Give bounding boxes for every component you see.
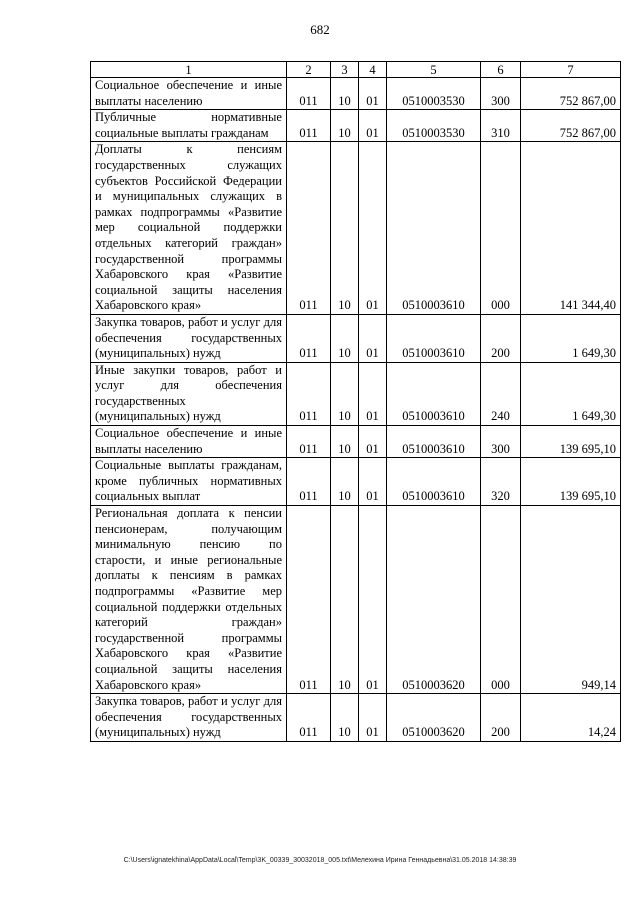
row-amount: 1 649,30 xyxy=(521,362,621,425)
table-row xyxy=(91,694,621,742)
row-expense-type: 310 xyxy=(481,110,521,142)
header-col-6: 6 xyxy=(481,62,521,78)
row-amount: 949,14 xyxy=(521,506,621,694)
row-subsection: 01 xyxy=(359,314,387,362)
row-subsection: 01 xyxy=(359,110,387,142)
row-target-code: 0510003530 xyxy=(387,78,481,110)
row-name: Социальное обеспечение и иные выплаты населению xyxy=(91,78,287,110)
row-subsection: 01 xyxy=(359,458,387,506)
row-amount: 752 867,00 xyxy=(521,110,621,142)
header-col-5: 5 xyxy=(387,62,481,78)
row-expense-type: 200 xyxy=(481,694,521,742)
row-subsection: 01 xyxy=(359,142,387,315)
row-expense-type: 300 xyxy=(481,78,521,110)
header-col-2: 2 xyxy=(287,62,331,78)
table-row xyxy=(91,506,621,694)
row-target-code: 0510003620 xyxy=(387,506,481,694)
row-admin-code: 011 xyxy=(287,506,331,694)
row-subsection: 01 xyxy=(359,362,387,425)
row-admin-code: 011 xyxy=(287,142,331,315)
row-expense-type: 320 xyxy=(481,458,521,506)
table-header-row xyxy=(91,62,621,78)
row-section: 10 xyxy=(331,362,359,425)
row-expense-type: 240 xyxy=(481,362,521,425)
page-number: 682 xyxy=(310,22,330,37)
header-col-4: 4 xyxy=(359,62,387,78)
table-row xyxy=(91,458,621,506)
row-admin-code: 011 xyxy=(287,362,331,425)
row-section: 10 xyxy=(331,142,359,315)
row-subsection: 01 xyxy=(359,506,387,694)
row-name: Социальное обеспечение и иные выплаты населению xyxy=(91,426,287,458)
row-amount: 14,24 xyxy=(521,694,621,742)
table-row xyxy=(91,314,621,362)
row-expense-type: 000 xyxy=(481,506,521,694)
row-name: Региональная доплата к пенсии пенсионерам, получающим минимальную пенсию по старости, и иные региональные доплаты к пенсиям в рамках подпрограммы «Развитие мер социальной поддержки отдельных категорий граждан» государственной программы Хабаровского края «Развитие социальной защиты населения Хабаровского края» xyxy=(91,506,287,694)
row-section: 10 xyxy=(331,110,359,142)
row-section: 10 xyxy=(331,314,359,362)
row-admin-code: 011 xyxy=(287,78,331,110)
row-admin-code: 011 xyxy=(287,314,331,362)
table-row xyxy=(91,78,621,110)
row-name: Доплаты к пенсиям государственных служащих субъектов Российской Федерации и муниципальных служащих в рамках подпрограммы «Развитие мер социальной поддержки отдельных категорий граждан» государственной программы Хабаровского края «Развитие социальной защиты населения Хабаровского края» xyxy=(91,142,287,315)
row-subsection: 01 xyxy=(359,694,387,742)
row-amount: 1 649,30 xyxy=(521,314,621,362)
row-name: Социальные выплаты гражданам, кроме публичных нормативных социальных выплат xyxy=(91,458,287,506)
row-amount: 141 344,40 xyxy=(521,142,621,315)
row-section: 10 xyxy=(331,694,359,742)
row-name: Иные закупки товаров, работ и услуг для обеспечения государственных (муниципальных) нужд xyxy=(91,362,287,425)
row-section: 10 xyxy=(331,78,359,110)
row-amount: 139 695,10 xyxy=(521,458,621,506)
row-subsection: 01 xyxy=(359,426,387,458)
row-target-code: 0510003610 xyxy=(387,458,481,506)
row-name: Закупка товаров, работ и услуг для обеспечения государственных (муниципальных) нужд xyxy=(91,314,287,362)
document-footer-path: C:\Users\ignatekhina\AppData\Local\Temp\3K_00339_30032018_005.txt\Мелехина Ирина Геннадьевна\31.05.2018 14:38:39 xyxy=(123,857,517,864)
row-target-code: 0510003610 xyxy=(387,426,481,458)
row-section: 10 xyxy=(331,506,359,694)
row-name: Публичные нормативные социальные выплаты гражданам xyxy=(91,110,287,142)
row-subsection: 01 xyxy=(359,78,387,110)
header-col-3: 3 xyxy=(331,62,359,78)
row-admin-code: 011 xyxy=(287,426,331,458)
row-target-code: 0510003620 xyxy=(387,694,481,742)
table-row xyxy=(91,110,621,142)
row-name: Закупка товаров, работ и услуг для обеспечения государственных (муниципальных) нужд xyxy=(91,694,287,742)
row-target-code: 0510003610 xyxy=(387,362,481,425)
table-row xyxy=(91,426,621,458)
header-col-1: 1 xyxy=(91,62,287,78)
row-target-code: 0510003610 xyxy=(387,142,481,315)
budget-table xyxy=(90,61,621,742)
header-col-7: 7 xyxy=(521,62,621,78)
table-row xyxy=(91,142,621,315)
row-amount: 139 695,10 xyxy=(521,426,621,458)
row-target-code: 0510003530 xyxy=(387,110,481,142)
table-row xyxy=(91,362,621,425)
row-section: 10 xyxy=(331,458,359,506)
row-expense-type: 000 xyxy=(481,142,521,315)
row-expense-type: 200 xyxy=(481,314,521,362)
row-target-code: 0510003610 xyxy=(387,314,481,362)
row-admin-code: 011 xyxy=(287,458,331,506)
row-admin-code: 011 xyxy=(287,110,331,142)
row-expense-type: 300 xyxy=(481,426,521,458)
row-admin-code: 011 xyxy=(287,694,331,742)
row-section: 10 xyxy=(331,426,359,458)
row-amount: 752 867,00 xyxy=(521,78,621,110)
